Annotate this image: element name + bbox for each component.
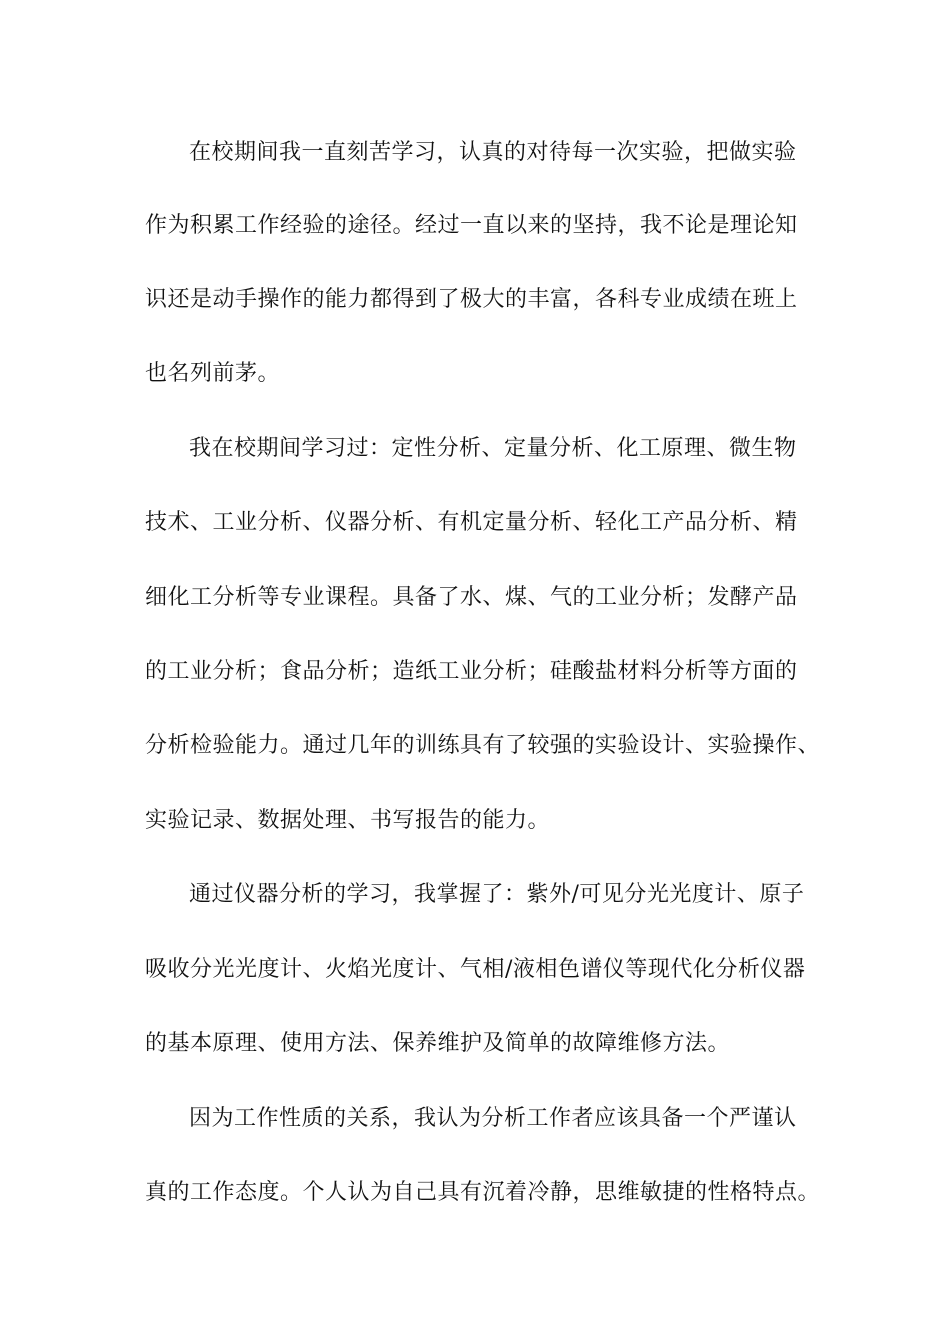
paragraph-1-line-4: 也名列前茅。 <box>145 361 281 386</box>
paragraph-2-line-3: 细化工分析等专业课程。具备了水、煤、气的工业分析；发酵产品 <box>145 585 798 610</box>
paragraph-3-line-1: 通过仪器分析的学习，我掌握了：紫外/可见分光光度计、原子 <box>189 882 805 907</box>
paragraph-4-line-1: 因为工作性质的关系，我认为分析工作者应该具备一个严谨认 <box>189 1106 797 1131</box>
paragraph-4-line-2: 真的工作态度。个人认为自己具有沉着冷静，思维敏捷的性格特点。 <box>145 1180 821 1205</box>
paragraph-2-line-5: 分析检验能力。通过几年的训练具有了较强的实验设计、实验操作、 <box>145 733 821 758</box>
paragraph-2-line-6: 实验记录、数据处理、书写报告的能力。 <box>145 808 551 833</box>
paragraph-3-line-3: 的基本原理、使用方法、保养维护及简单的故障维修方法。 <box>145 1031 731 1056</box>
paragraph-2-line-1: 我在校期间学习过：定性分析、定量分析、化工原理、微生物 <box>189 436 797 461</box>
paragraph-1-line-1: 在校期间我一直刻苦学习，认真的对待每一次实验，把做实验 <box>189 140 797 165</box>
paragraph-2-line-2: 技术、工业分析、仪器分析、有机定量分析、轻化工产品分析、精 <box>145 510 798 535</box>
paragraph-3-line-2: 吸收分光光度计、火焰光度计、气相/液相色谱仪等现代化分析仪器 <box>145 957 806 982</box>
paragraph-1-line-3: 识还是动手操作的能力都得到了极大的丰富，各科专业成绩在班上 <box>145 287 798 312</box>
paragraph-2-line-4: 的工业分析；食品分析；造纸工业分析；硅酸盐材料分析等方面的 <box>145 659 798 684</box>
paragraph-1-line-2: 作为积累工作经验的途径。经过一直以来的坚持，我不论是理论知 <box>145 213 798 238</box>
